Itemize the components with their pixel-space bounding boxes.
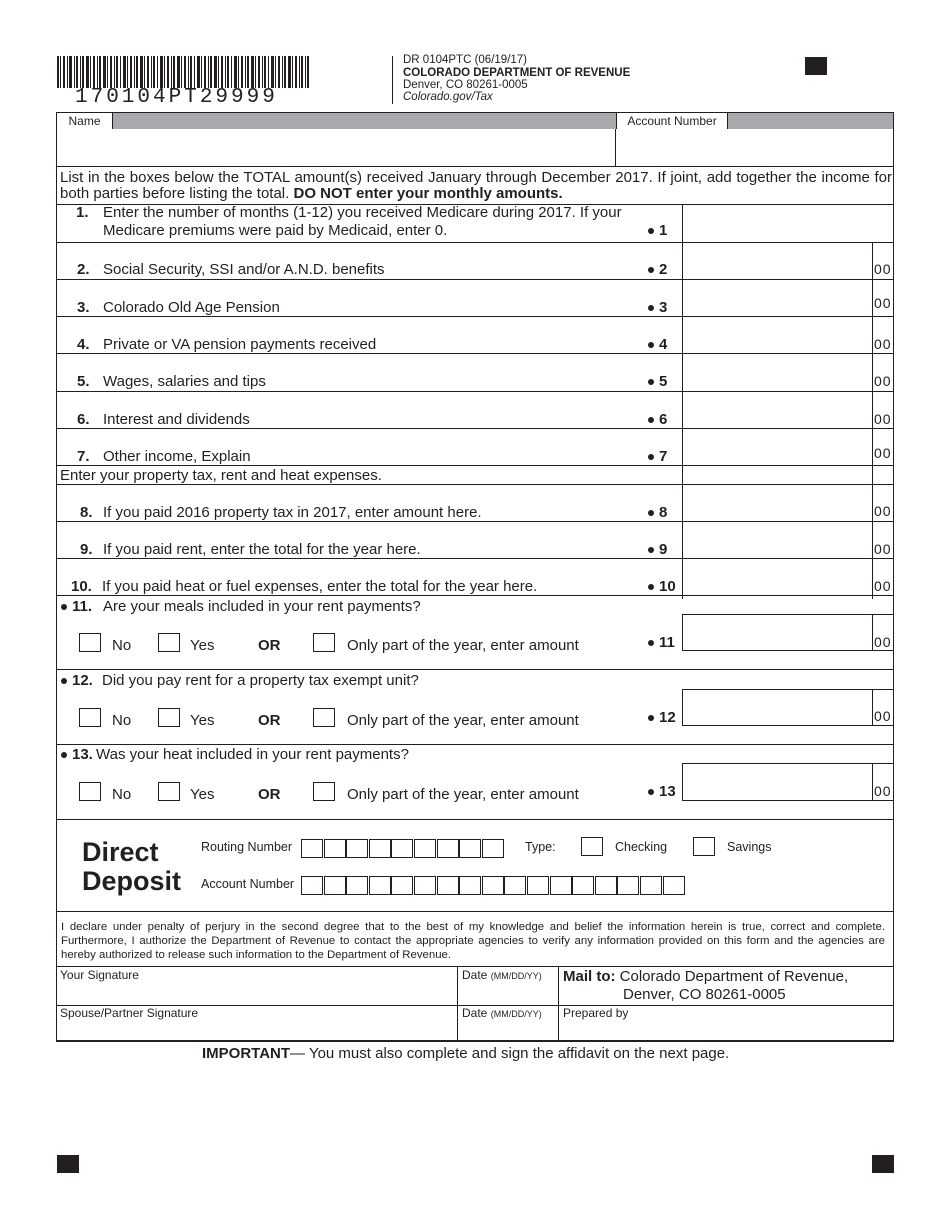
line-4-cents: 00 [874, 336, 892, 352]
line-12-question: Did you pay rent for a property tax exempt unit? [102, 672, 419, 689]
barcode-graphic [57, 56, 309, 88]
deposit-account-number-digit-cell[interactable] [301, 876, 323, 895]
line-11-no-checkbox[interactable] [79, 633, 101, 652]
line-6-cents: 00 [874, 411, 892, 427]
divider-declaration [57, 966, 893, 967]
divider-line-12 [57, 744, 893, 745]
line-3-cents: 00 [874, 295, 892, 311]
deposit-account-number-digit-cell[interactable] [369, 876, 391, 895]
line-10-text: If you paid heat or fuel expenses, enter the total for the year here. [102, 578, 538, 595]
bullet-icon [61, 678, 67, 684]
line-2-text: Social Security, SSI and/or A.N.D. benefits [103, 261, 385, 278]
divider-line-10 [57, 595, 893, 596]
line-13-cents-divider [872, 763, 873, 801]
line-4-ref: 4 [648, 336, 667, 353]
bullet-icon [648, 267, 654, 273]
line-1-text-b: Medicare premiums were paid by Medicaid, enter 0. [103, 222, 448, 239]
mail-to-line1: Colorado Department of Revenue, [619, 968, 849, 985]
line-7-ref: 7 [648, 448, 667, 465]
your-date-field[interactable] [458, 980, 558, 1004]
instructions-text: List in the boxes below the TOTAL amount(s) received January through December 2017. If joint, add together the income for both parties before listing the total. [60, 169, 892, 202]
bullet-icon [648, 547, 654, 553]
line-1-number: 1. [76, 204, 89, 221]
line-12-number: 12. [61, 672, 93, 689]
line-13-partial-checkbox[interactable] [313, 782, 335, 801]
name-input[interactable] [57, 129, 615, 166]
your-signature-label: Your Signature [60, 968, 139, 982]
barcode [57, 56, 309, 88]
bullet-icon [648, 454, 654, 460]
line-8-number: 8. [80, 504, 93, 521]
line-10-number: 10. [71, 578, 92, 595]
divider-line-13 [57, 819, 893, 820]
line-9-cents: 00 [874, 541, 892, 557]
routing-number-digit-cell[interactable] [346, 839, 368, 858]
bullet-icon [648, 789, 654, 795]
line-5-ref: 5 [648, 373, 667, 390]
important-label: IMPORTANT [202, 1045, 291, 1062]
divider-name-row [57, 166, 893, 167]
line-11-cents: 00 [874, 634, 892, 650]
name-account-divider [615, 129, 616, 166]
spouse-date-field[interactable] [458, 1019, 558, 1041]
form-id: DR 0104PTC (06/19/17) [403, 54, 528, 66]
department-website: Colorado.gov/Tax [403, 91, 493, 103]
bullet-icon [648, 584, 654, 590]
checking-checkbox[interactable] [581, 837, 603, 856]
line-8-cents: 00 [874, 503, 892, 519]
spouse-date-label: Date (MM/DD/YY) [462, 1006, 542, 1020]
line-7-input[interactable] [683, 429, 871, 465]
line-12-no-label: No [112, 712, 132, 729]
important-text: — You must also complete and sign the affidavit on the next page. [290, 1045, 730, 1062]
line-13-partial-label: Only part of the year, enter amount [347, 786, 579, 803]
line-11-question: Are your meals included in your rent payments? [103, 598, 421, 615]
divider-line-11 [57, 669, 893, 670]
bullet-icon [648, 305, 654, 311]
line-6-input[interactable] [683, 392, 871, 428]
routing-number-digit-cell[interactable] [414, 839, 436, 858]
spouse-signature-field[interactable] [57, 1019, 457, 1041]
line-5-number: 5. [77, 373, 90, 390]
line-1-ref: 1 [648, 222, 667, 239]
line-11-partial-label: Only part of the year, enter amount [347, 637, 579, 654]
mail-to [563, 968, 848, 1004]
line-11-no-label: No [112, 637, 132, 654]
line-12-yes-label: Yes [190, 712, 215, 729]
barcode-number: 170104PT29999 [75, 86, 278, 109]
line-9-input[interactable] [683, 522, 871, 558]
line-5-cents: 00 [874, 373, 892, 389]
bullet-icon [648, 715, 654, 721]
deposit-account-number-label: Account Number [201, 877, 295, 891]
direct-deposit-title-line2: Deposit [82, 866, 182, 896]
deposit-account-number-digit-cell[interactable] [550, 876, 572, 895]
your-signature-field[interactable] [57, 980, 457, 1004]
deposit-account-number-digit-cell[interactable] [437, 876, 459, 895]
deposit-account-number-digit-cell[interactable] [324, 876, 346, 895]
line-11-or: OR [258, 637, 281, 654]
line-2-input[interactable] [683, 243, 871, 279]
line-8-text: If you paid 2016 property tax in 2017, enter amount here. [103, 504, 482, 521]
line-10-input[interactable] [683, 559, 871, 595]
line-2-ref: 2 [648, 261, 667, 278]
line-3-number: 3. [77, 299, 90, 316]
cents-column-left [872, 242, 873, 599]
line-13-number: 13. [61, 746, 93, 763]
registration-mark-bottom-right [872, 1155, 894, 1173]
line-11-partial-checkbox[interactable] [313, 633, 335, 652]
line-13-yes-checkbox[interactable] [158, 782, 180, 801]
registration-mark-bottom-left [57, 1155, 79, 1173]
account-label-box [616, 113, 728, 129]
line-8-ref: 8 [648, 504, 667, 521]
routing-number-digit-cell[interactable] [482, 839, 504, 858]
line-6-text: Interest and dividends [103, 411, 250, 428]
line-12-partial-checkbox[interactable] [313, 708, 335, 727]
line-3-ref: 3 [648, 299, 667, 316]
checking-label: Checking [615, 840, 668, 854]
spouse-signature-label: Spouse/Partner Signature [60, 1006, 199, 1020]
line-8-input[interactable] [683, 485, 871, 521]
name-label: Name [68, 114, 101, 128]
deposit-account-number-digit-cell[interactable] [482, 876, 504, 895]
declaration-text: I declare under penalty of perjury in the second degree that to the best of my knowledge and belief the information herein is true, correct and complete. Furthermore, I authorize the Department of Revenue to contact the appropriate agencies to verify any information provided on this form and the agencies are hereby authorized to release such information to the Department of Revenue. [61, 921, 885, 961]
instructions-emphasis: DO NOT enter your monthly amounts. [293, 185, 563, 202]
important-note [202, 1045, 729, 1062]
savings-label: Savings [727, 840, 772, 854]
line-12-yes-checkbox[interactable] [158, 708, 180, 727]
line-9-text: If you paid rent, enter the total for the year here. [103, 541, 421, 558]
divider-direct-deposit [57, 911, 893, 912]
line-13-ref: 13 [648, 783, 676, 800]
line-10-cents: 00 [874, 578, 892, 594]
name-header-bar [57, 113, 893, 129]
deposit-account-number-digit-cell[interactable] [459, 876, 481, 895]
line-5-input[interactable] [683, 354, 871, 391]
bullet-icon [648, 228, 654, 234]
deposit-account-number-digit-cell[interactable] [414, 876, 436, 895]
line-11-yes-label: Yes [190, 637, 215, 654]
line-4-input[interactable] [683, 317, 871, 353]
line-13-or: OR [258, 786, 281, 803]
deposit-account-number-digit-cell[interactable] [504, 876, 526, 895]
routing-number-digit-cell[interactable] [324, 839, 346, 858]
deposit-account-number-digit-cell[interactable] [640, 876, 662, 895]
line-12-partial-label: Only part of the year, enter amount [347, 712, 579, 729]
deposit-account-number-digit-cell[interactable] [663, 876, 685, 895]
line-13-yes-label: Yes [190, 786, 215, 803]
registration-mark-top-right [805, 57, 827, 75]
line-13-no-label: No [112, 786, 132, 803]
mail-to-line2: Denver, CO 80261-0005 [623, 986, 786, 1003]
routing-number-digit-cell[interactable] [437, 839, 459, 858]
department-name: COLORADO DEPARTMENT OF REVENUE [403, 67, 631, 79]
line-7-text: Other income, Explain [103, 448, 251, 465]
deposit-account-number-digit-cell[interactable] [391, 876, 413, 895]
deposit-account-number-input[interactable] [301, 875, 683, 896]
routing-number-digit-cell[interactable] [391, 839, 413, 858]
line-2-cents: 00 [874, 261, 892, 277]
routing-number-digit-cell[interactable] [301, 839, 323, 858]
line-13-amount-input[interactable] [682, 763, 894, 801]
line-12-or: OR [258, 712, 281, 729]
deposit-account-number-digit-cell[interactable] [527, 876, 549, 895]
direct-deposit-title [82, 838, 181, 896]
line-13-no-checkbox[interactable] [79, 782, 101, 801]
department-address: Denver, CO 80261-0005 [403, 79, 528, 91]
line-9-number: 9. [80, 541, 93, 558]
line-6-number: 6. [77, 411, 90, 428]
routing-number-input[interactable] [301, 838, 504, 859]
line-11-cents-divider [872, 614, 873, 651]
line-11-number: 11. [61, 598, 92, 615]
line-6-ref: 6 [648, 411, 667, 428]
routing-number-label: Routing Number [201, 840, 293, 854]
line-5-text: Wages, salaries and tips [103, 373, 266, 390]
line-11-yes-checkbox[interactable] [158, 633, 180, 652]
line-11-ref: 11 [648, 634, 675, 651]
account-number-label: Account Number [627, 114, 717, 128]
line-3-input[interactable] [683, 280, 871, 316]
line-10-ref: 10 [648, 578, 676, 595]
bullet-icon [648, 510, 654, 516]
account-number-input[interactable] [617, 129, 893, 166]
bullet-icon [61, 752, 67, 758]
prepared-by-label: Prepared by [563, 1006, 629, 1020]
instructions [60, 170, 892, 202]
account-type-label: Type: [525, 840, 556, 854]
mail-to-label: Mail to: [563, 968, 616, 985]
bullet-icon [61, 604, 67, 610]
line-11-amount-input[interactable] [682, 614, 894, 651]
line-1-input[interactable] [683, 205, 893, 242]
deposit-account-number-digit-cell[interactable] [595, 876, 617, 895]
your-date-label: Date (MM/DD/YY) [462, 968, 542, 982]
line-4-number: 4. [77, 336, 90, 353]
savings-checkbox[interactable] [693, 837, 715, 856]
deposit-account-number-digit-cell[interactable] [572, 876, 594, 895]
line-13-cents: 00 [874, 783, 892, 799]
line-2-number: 2. [77, 261, 90, 278]
prepared-by-field[interactable] [559, 1019, 893, 1041]
bullet-icon [648, 342, 654, 348]
line-7-cents: 00 [874, 445, 892, 461]
line-4-text: Private or VA pension payments received [103, 336, 377, 353]
name-label-box [57, 113, 113, 129]
deposit-account-number-digit-cell[interactable] [617, 876, 639, 895]
line-12-amount-input[interactable] [682, 689, 894, 726]
bullet-icon [648, 417, 654, 423]
divider-line-7 [57, 465, 893, 466]
line-12-ref: 12 [648, 709, 676, 726]
direct-deposit-title-line1: Direct [82, 837, 159, 867]
expenses-heading: Enter your property tax, rent and heat expenses. [60, 467, 382, 484]
line-3-text: Colorado Old Age Pension [103, 299, 280, 316]
line-9-ref: 9 [648, 541, 667, 558]
line-12-no-checkbox[interactable] [79, 708, 101, 727]
line-13-question: Was your heat included in your rent payments? [96, 746, 409, 763]
bullet-icon [648, 640, 654, 646]
routing-number-digit-cell[interactable] [459, 839, 481, 858]
deposit-account-number-digit-cell[interactable] [346, 876, 368, 895]
header-divider [392, 56, 393, 104]
line-7-number: 7. [77, 448, 90, 465]
routing-number-digit-cell[interactable] [369, 839, 391, 858]
line-12-cents: 00 [874, 708, 892, 724]
line-1-text-a: Enter the number of months (1-12) you received Medicare during 2017. If your [103, 204, 622, 221]
line-12-cents-divider [872, 689, 873, 726]
bullet-icon [648, 379, 654, 385]
